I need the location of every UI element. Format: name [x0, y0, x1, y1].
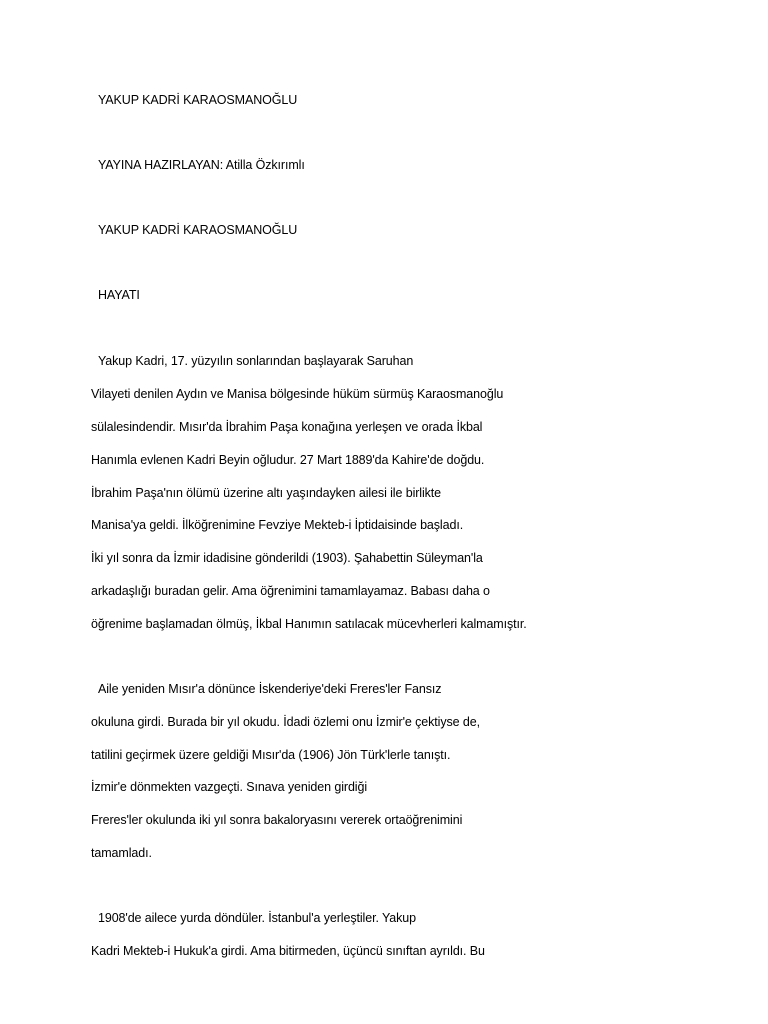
paragraph-line: arkadaşlığı buradan gelir. Ama öğrenimini tamamlayamaz. Babası daha o	[91, 584, 490, 598]
paragraph-line: İbrahim Paşa'nın ölümü üzerine altı yaşındayken ailesi ile birlikte	[91, 486, 442, 500]
paragraph-line: okuluna girdi. Burada bir yıl okudu. İdadi özlemi onu İzmir'e çektiyse de,	[91, 715, 480, 729]
paragraph-line: tamamladı.	[91, 846, 152, 860]
author-heading: YAKUP KADRİ KARAOSMANOĞLU	[98, 93, 298, 107]
paragraph-line: Yakup Kadri, 17. yüzyılın sonlarından başlayarak Saruhan	[98, 354, 414, 368]
paragraph-line: Vilayeti denilen Aydın ve Manisa bölgesinde hüküm sürmüş Karaosmanoğlu	[91, 387, 504, 401]
paragraph-line: tatilini geçirmek üzere geldiği Mısır'da (1906) Jön Türk'lerle tanıştı.	[91, 748, 451, 762]
paragraph-line: Kadri Mekteb-i Hukuk'a girdi. Ama bitirmeden, üçüncü sınıftan ayrıldı. Bu	[91, 944, 485, 958]
paragraph-line: Aile yeniden Mısır'a dönünce İskenderiye'deki Freres'ler Fansız	[98, 682, 442, 696]
paragraph-line: Manisa'ya geldi. İlköğrenimine Fevziye Mekteb-i İptidaisinde başladı.	[91, 518, 464, 532]
editor-line: YAYINA HAZIRLAYAN: Atilla Özkırımlı	[98, 158, 305, 172]
paragraph-line: sülalesindendir. Mısır'da İbrahim Paşa konağına yerleşen ve orada İkbal	[91, 420, 483, 434]
section-title: HAYATI	[98, 288, 140, 302]
paragraph-line: Hanımla evlenen Kadri Beyin oğludur. 27 Mart 1889'da Kahire'de doğdu.	[91, 453, 485, 467]
author-heading-repeat: YAKUP KADRİ KARAOSMANOĞLU	[98, 223, 298, 237]
paragraph-line: 1908'de ailece yurda döndüler. İstanbul'a yerleştiler. Yakup	[98, 911, 416, 925]
paragraph-line: İzmir'e dönmekten vazgeçti. Sınava yeniden girdiği	[91, 780, 368, 794]
paragraph-line: Freres'ler okulunda iki yıl sonra bakaloryasını vererek ortaöğrenimini	[91, 813, 463, 827]
paragraph-line: İki yıl sonra da İzmir idadisine gönderildi (1903). Şahabettin Süleyman'la	[91, 551, 483, 565]
paragraph-line: öğrenime başlamadan ölmüş, İkbal Hanımın satılacak mücevherleri kalmamıştır.	[91, 617, 527, 631]
